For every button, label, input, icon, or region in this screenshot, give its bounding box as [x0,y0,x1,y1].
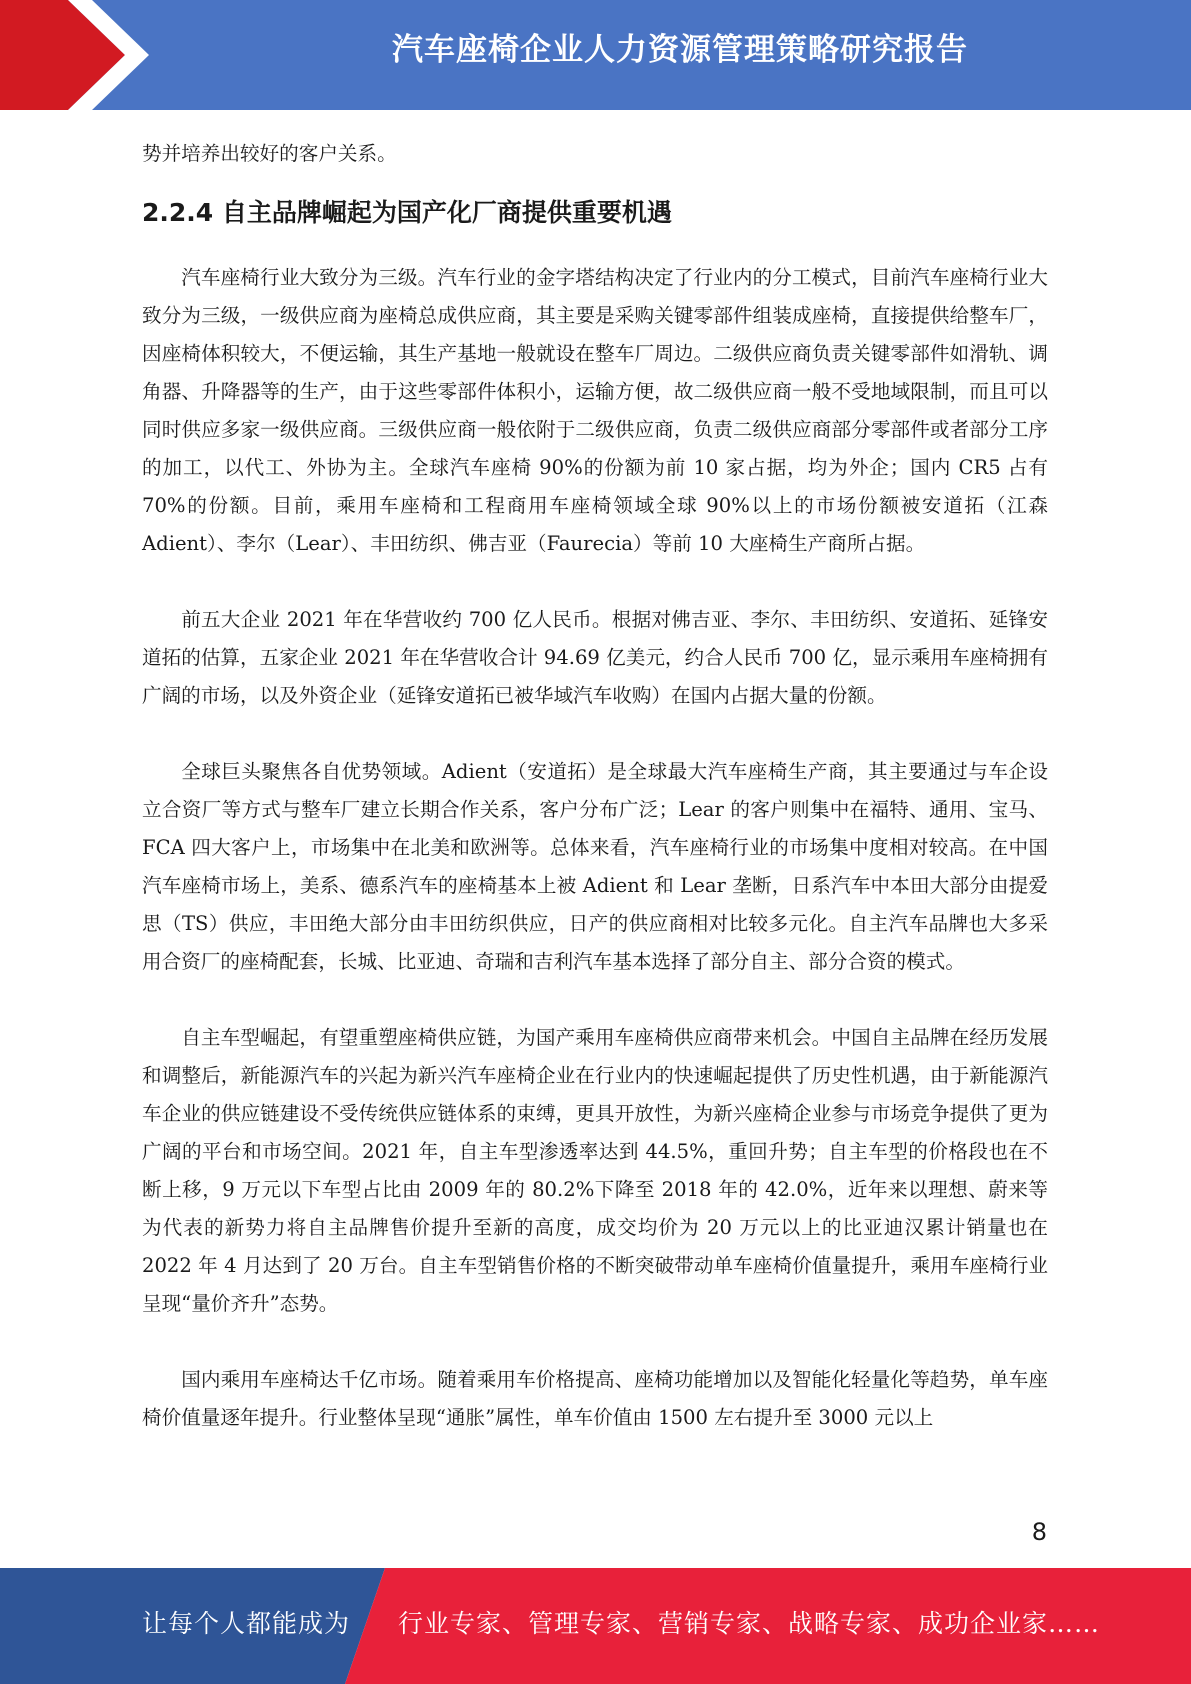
paragraph-seat-industry-tiers: 汽车座椅行业大致分为三级。汽车行业的金字塔结构决定了行业内的分工模式，目前汽车座椅行业大致分为三级，一级供应商为座椅总成供应商，其主要是采购关键零部件组装成座椅，直接提供给整车厂，因座椅体积较大，不便运输，其生产基地一般就设在整车厂周边。二级供应商负责关键零部件如滑轨、调角器、升降器等的生产，由于这些零部件体积小，运输方便，故二级供应商一般不受地域限制，而且可以同时供应多家一级供应商。三级供应商一般依附于二级供应商，负责二级供应商部分零部件或者部分工序的加工，以代工、外协为主。全球汽车座椅 90%的份额为前 10 家占据，均为外企；国内 CR5 占有 70%的份额。目前，乘用车座椅和工程商用车座椅领域全球 90%以上的市场份额被安道拓（江森 Adient）、李尔（Lear）、丰田纺织、佛吉亚（Faurecia）等前 10 大座椅生产商所占据。 [142,266,1048,555]
paragraph-domestic-market-size: 国内乘用车座椅达千亿市场。随着乘用车价格提高、座椅功能增加以及智能化轻量化等趋势，单车座椅价值量逐年提升。行业整体呈现“通胀”属性，单车价值由 1500 左右提升至 3000 元以上 [142,1368,1048,1429]
page-number: 8 [1031,1518,1047,1546]
paragraph-top-five-revenue: 前五大企业 2021 年在华营收约 700 亿人民币。根据对佛吉亚、李尔、丰田纺织、安道拓、延锋安道拓的估算，五家企业 2021 年在华营收合计 94.69 亿美元，约合人民币 700 亿，显示乘用车座椅拥有广阔的市场，以及外资企业（延锋安道拓已被华域汽车收购）在国内占据大量的份额。 [142,608,1048,707]
footer-slogan-left: 让每个人都能成为 [142,1609,351,1638]
section-heading: 2.2.4 自主品牌崛起为国产化厂商提供重要机遇 [142,198,672,227]
paragraph-global-giants: 全球巨头聚焦各自优势领域。Adient（安道拓）是全球最大汽车座椅生产商，其主要通过与车企设立合资厂等方式与整车厂建立长期合作关系，客户分布广泛；Lear 的客户则集中在福特、通用、宝马、FCA 四大客户上，市场集中在北美和欧洲等。总体来看，汽车座椅行业的市场集中度相对较高。在中国汽车座椅市场上，美系、德系汽车的座椅基本上被 Adient 和 Lear 垄断，日系汽车中本田大部分由提爱思（TS）供应，丰田绝大部分由丰田纺织供应，日产的供应商相对比较多元化。自主汽车品牌也大多采用合资厂的座椅配套，长城、比亚迪、奇瑞和吉利汽车基本选择了部分自主、部分合资的模式。 [142,760,1048,973]
paragraph-domestic-brands-rise: 自主车型崛起，有望重塑座椅供应链，为国产乘用车座椅供应商带来机会。中国自主品牌在经历发展和调整后，新能源汽车的兴起为新兴汽车座椅企业在行业内的快速崛起提供了历史性机遇，由于新能源汽车企业的供应链建设不受传统供应链体系的束缚，更具开放性，为新兴座椅企业参与市场竞争提供了更为广阔的平台和市场空间。2021 年，自主车型渗透率达到 44.5%，重回升势；自主车型的价格段也在不断上移，9 万元以下车型占比由 2009 年的 80.2%下降至 2018 年的 42.0%，近年来以理想、蔚来等为代表的新势力将自主品牌售价提升至新的高度，成交均价为 20 万元以上的比亚迪汉累计销量也在 2022 年 4 月达到了 20 万台。自主车型销售价格的不断突破带动单车座椅价值量提升，乘用车座椅行业呈现“量价齐升”态势。 [142,1026,1048,1315]
page-footer [0,1568,1191,1684]
page-body [142,135,1048,1437]
continuation-text: 势并培养出较好的客户关系。 [142,142,397,165]
report-title: 汽车座椅企业人力资源管理策略研究报告 [392,32,968,68]
page-header [0,0,1191,110]
footer-slogan-right: 行业专家、管理专家、营销专家、战略专家、成功企业家…… [398,1609,1101,1638]
